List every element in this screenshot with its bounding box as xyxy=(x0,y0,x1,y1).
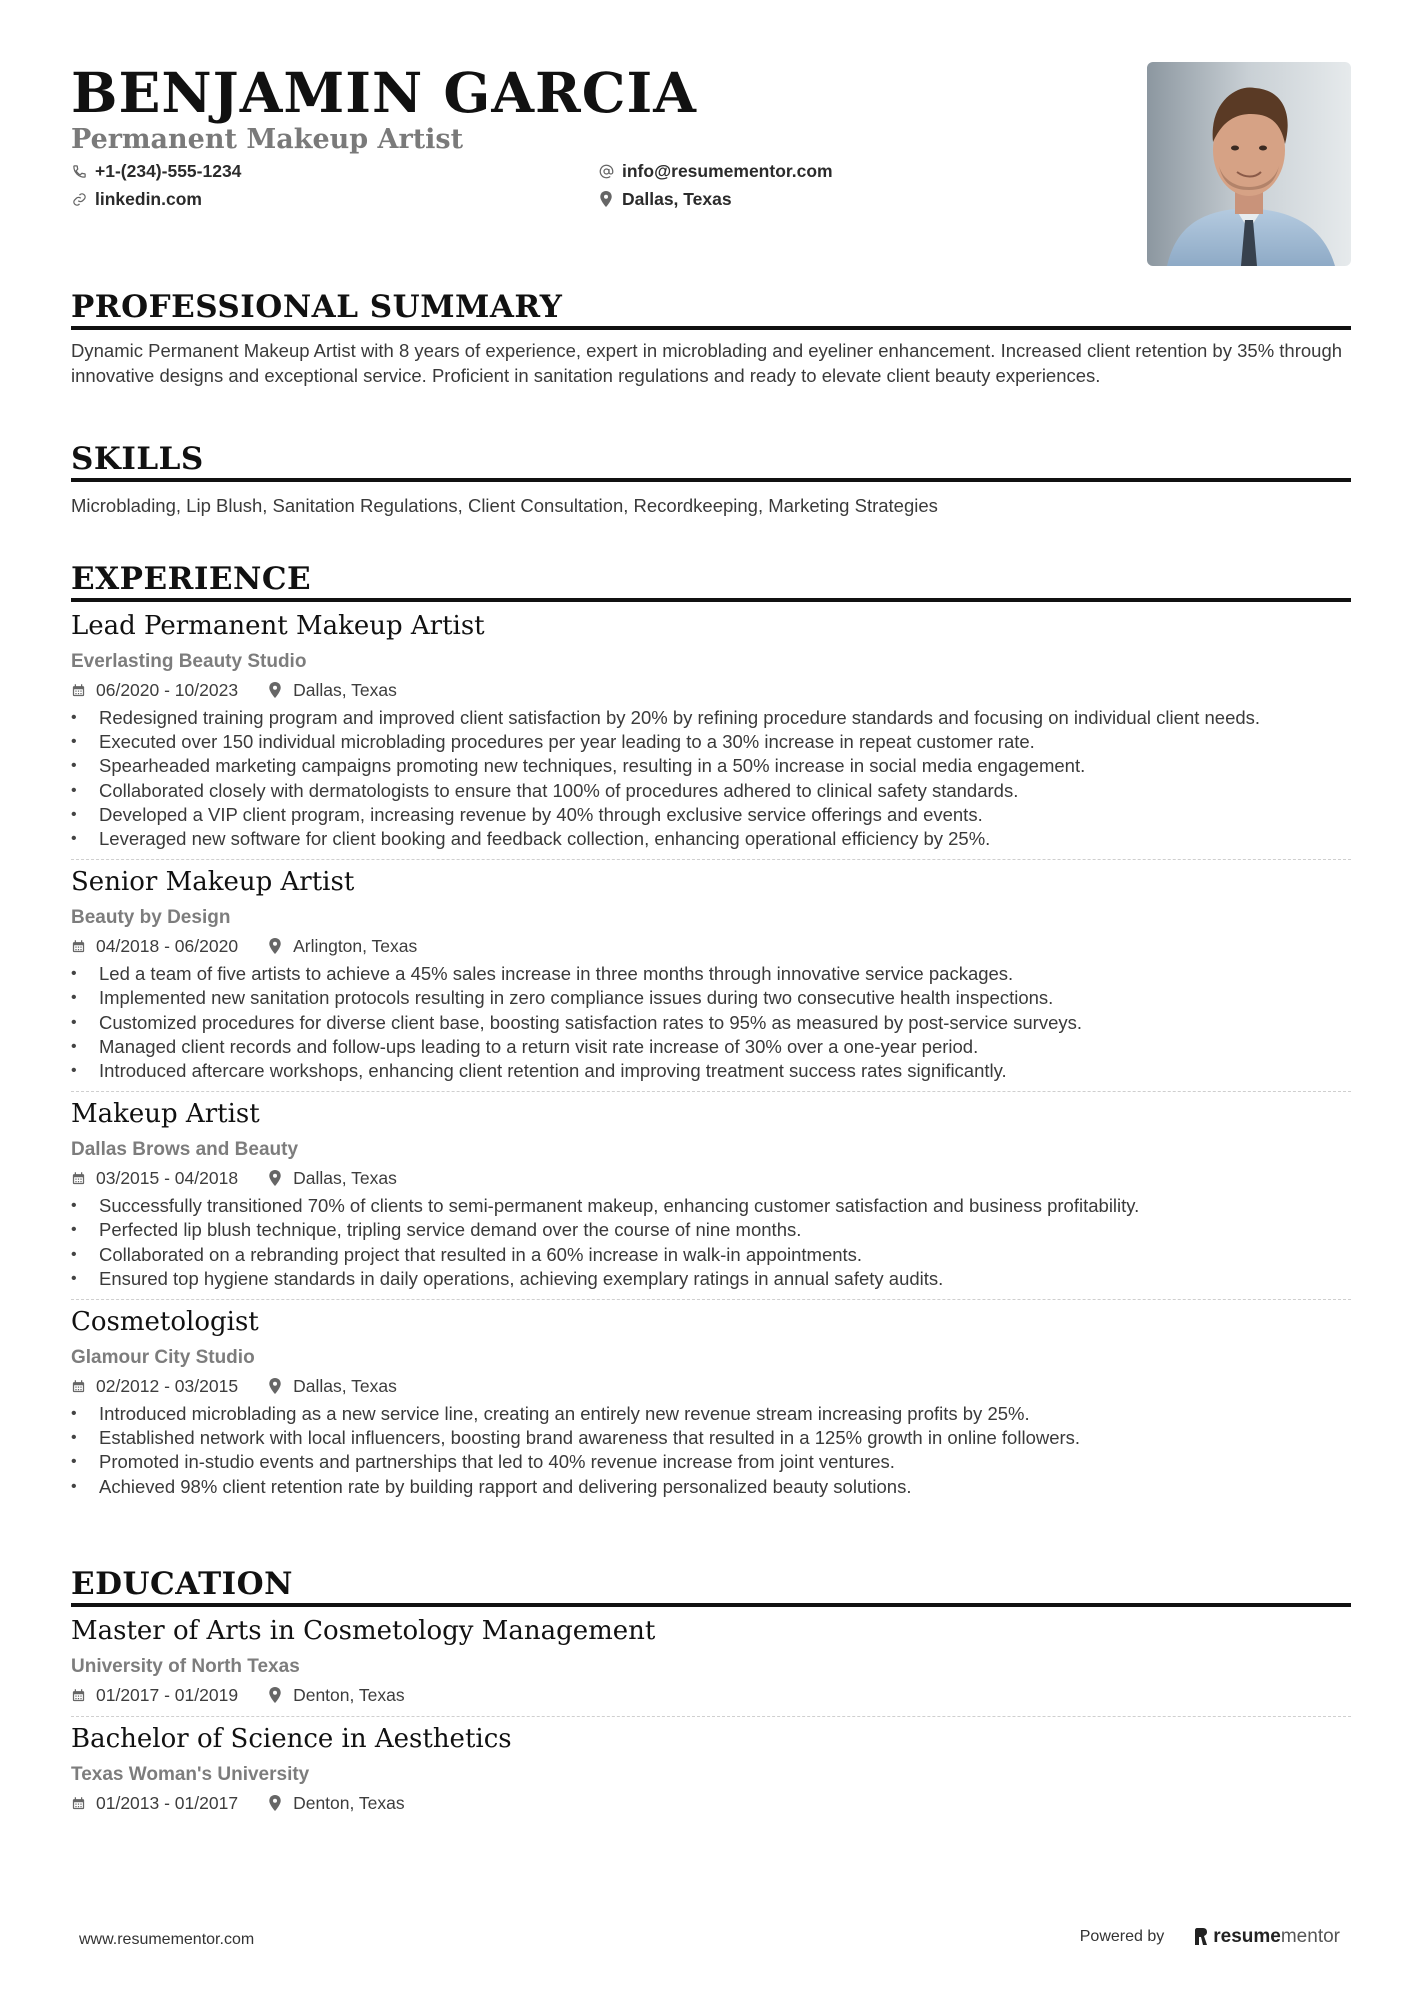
job-dates: 03/2015 - 04/2018 xyxy=(96,1168,239,1189)
bullet-item: • Perfected lip blush technique, tripling service demand over the course of nine months. xyxy=(71,1218,1351,1242)
job-dates: 04/2018 - 06/2020 xyxy=(96,936,239,957)
job-dates: 02/2012 - 03/2015 xyxy=(96,1376,239,1397)
contact-linkedin[interactable] xyxy=(71,188,598,210)
education-heading: EDUCATION xyxy=(71,1566,293,1602)
experience-entry xyxy=(71,866,1351,1083)
calendar-icon xyxy=(71,1170,87,1186)
experience-entry xyxy=(71,1098,1351,1291)
link-icon xyxy=(71,191,87,207)
education-dates: 01/2017 - 01/2019 xyxy=(96,1685,239,1705)
contact-email[interactable] xyxy=(598,160,878,182)
degree-title: Bachelor of Science in Aesthetics xyxy=(71,1724,512,1754)
experience-heading: EXPERIENCE xyxy=(71,561,312,597)
bullet-item: • Developed a VIP client program, increasing revenue by 40% through exclusive service offerings and events. xyxy=(71,803,1351,827)
education-location: Denton, Texas xyxy=(293,1685,405,1705)
job-meta xyxy=(71,1167,1351,1189)
degree-title: Master of Arts in Cosmetology Management xyxy=(71,1616,656,1646)
bullet-item: • Spearheaded marketing campaigns promoting new techniques, resulting in a 50% increase in social media engagement. xyxy=(71,754,1351,778)
skills-text: Microblading, Lip Blush, Sanitation Regulations, Client Consultation, Recordkeeping, Marketing Strategies xyxy=(71,495,938,516)
contact-phone xyxy=(71,160,598,182)
job-bullets xyxy=(71,1402,1351,1499)
bullet-item: • Managed client records and follow-ups leading to a return visit rate increase of 30% over a one-year period. xyxy=(71,1035,1351,1059)
section-divider xyxy=(71,478,1351,482)
calendar-icon xyxy=(71,1378,87,1394)
bullet-item: • Executed over 150 individual microblading procedures per year leading to a 30% increase in repeat customer rate. xyxy=(71,730,1351,754)
section-divider xyxy=(71,598,1351,602)
footer-website[interactable]: www.resumementor.com xyxy=(79,1931,255,1948)
location-pin-icon xyxy=(268,1170,284,1186)
education-section xyxy=(71,1565,1351,1814)
experience-entry xyxy=(71,610,1351,851)
job-meta xyxy=(71,935,1351,957)
brand-name-bold: resume xyxy=(1213,1926,1281,1947)
section-divider xyxy=(71,326,1351,330)
skills-heading: SKILLS xyxy=(71,441,204,477)
bullet-item: • Established network with local influencers, boosting brand awareness that resulted in a 125% growth in online followers. xyxy=(71,1426,1351,1450)
education-meta xyxy=(71,1684,1351,1706)
job-meta xyxy=(71,679,1351,701)
profile-photo xyxy=(1147,62,1351,266)
bullet-item: • Achieved 98% client retention rate by building rapport and delivering personalized beauty solutions. xyxy=(71,1475,1351,1499)
location-pin-icon xyxy=(268,1378,284,1394)
education-entry xyxy=(71,1615,1351,1706)
job-bullets xyxy=(71,706,1351,851)
skills-section xyxy=(71,440,1351,519)
calendar-icon xyxy=(71,938,87,954)
education-entry xyxy=(71,1723,1351,1814)
job-location: Dallas, Texas xyxy=(293,680,397,700)
education-dates: 01/2013 - 01/2017 xyxy=(96,1793,239,1813)
location-pin-icon xyxy=(268,1795,284,1811)
bullet-item: • Collaborated closely with dermatologists to ensure that 100% of procedures adhered to clinical safety standards. xyxy=(71,779,1351,803)
job-location: Dallas, Texas xyxy=(293,1376,397,1397)
summary-text: Dynamic Permanent Makeup Artist with 8 years of experience, expert in microblading and eyeliner enhancement. Increased client retention by 35% through innovative designs and exceptional service. Proficient in sanitation regulations and ready to elevate client beauty experiences. xyxy=(71,340,1343,386)
entry-divider xyxy=(71,1716,1351,1717)
bullet-item: • Collaborated on a rebranding project that resulted in a 60% increase in walk-in appointments. xyxy=(71,1243,1351,1267)
phone-text: +1-(234)-555-1234 xyxy=(95,160,242,181)
resume-header xyxy=(71,60,1351,270)
job-bullets xyxy=(71,962,1351,1083)
linkedin-text[interactable]: linkedin.com xyxy=(95,188,202,209)
bullet-item: • Introduced aftercare workshops, enhancing client retention and improving treatment success rates significantly. xyxy=(71,1059,1351,1083)
entry-divider xyxy=(71,1299,1351,1300)
company-name: Dallas Brows and Beauty xyxy=(71,1139,299,1161)
footer-powered xyxy=(1080,1926,1340,1948)
job-dates: 06/2020 - 10/2023 xyxy=(96,680,239,700)
entry-divider xyxy=(71,859,1351,860)
school-name: Texas Woman's University xyxy=(71,1764,310,1785)
company-name: Glamour City Studio xyxy=(71,1347,255,1369)
bullet-item: • Led a team of five artists to achieve a 45% sales increase in three months through innovative service packages. xyxy=(71,962,1351,986)
brand-logo[interactable] xyxy=(1194,1926,1340,1948)
brand-mark-icon xyxy=(1194,1928,1208,1946)
phone-icon xyxy=(71,163,87,179)
candidate-name: BENJAMIN GARCIA xyxy=(71,60,697,125)
company-name: Beauty by Design xyxy=(71,907,231,929)
job-location: Dallas, Texas xyxy=(293,1168,397,1189)
job-title: Cosmetologist xyxy=(71,1307,259,1338)
contact-location xyxy=(598,188,878,210)
job-title: Senior Makeup Artist xyxy=(71,867,355,898)
experience-entry xyxy=(71,1306,1351,1499)
powered-by-text: Powered by xyxy=(1079,1928,1165,1945)
email-text[interactable]: info@resumementor.com xyxy=(622,160,833,181)
job-location: Arlington, Texas xyxy=(293,936,418,957)
bullet-item: • Ensured top hygiene standards in daily operations, achieving exemplary ratings in annual safety audits. xyxy=(71,1267,1351,1291)
bullet-item: • Leveraged new software for client booking and feedback collection, enhancing operational efficiency by 25%. xyxy=(71,827,1351,851)
calendar-icon xyxy=(71,1795,87,1811)
section-divider xyxy=(71,1603,1351,1607)
bullet-item: • Customized procedures for diverse client base, boosting satisfaction rates to 95% as measured by post-service surveys. xyxy=(71,1011,1351,1035)
bullet-item: • Redesigned training program and improved client satisfaction by 20% by refining procedure standards and focusing on individual client needs. xyxy=(71,706,1351,730)
education-meta xyxy=(71,1792,1351,1814)
job-title: Makeup Artist xyxy=(71,1099,260,1130)
entry-divider xyxy=(71,1091,1351,1092)
location-pin-icon xyxy=(598,191,614,207)
brand-name-light: mentor xyxy=(1280,1926,1340,1947)
location-text: Dallas, Texas xyxy=(622,188,732,209)
calendar-icon xyxy=(71,682,87,698)
contact-info xyxy=(71,160,871,210)
calendar-icon xyxy=(71,1687,87,1703)
location-pin-icon xyxy=(268,938,284,954)
job-meta xyxy=(71,1375,1351,1397)
bullet-item: • Successfully transitioned 70% of clients to semi-permanent makeup, enhancing customer satisfaction and business profitability. xyxy=(71,1194,1351,1218)
company-name: Everlasting Beauty Studio xyxy=(71,651,307,672)
location-pin-icon xyxy=(268,1687,284,1703)
location-pin-icon xyxy=(268,682,284,698)
summary-heading: PROFESSIONAL SUMMARY xyxy=(71,289,563,325)
experience-section xyxy=(71,560,1351,1499)
bullet-item: • Promoted in-studio events and partnerships that led to 40% revenue increase from joint ventures. xyxy=(71,1450,1351,1474)
school-name: University of North Texas xyxy=(71,1656,300,1677)
candidate-title: Permanent Makeup Artist xyxy=(71,124,464,155)
job-bullets xyxy=(71,1194,1351,1291)
bullet-item: • Introduced microblading as a new service line, creating an entirely new revenue stream increasing profits by 25%. xyxy=(71,1402,1351,1426)
education-location: Denton, Texas xyxy=(293,1793,405,1813)
bullet-item: • Implemented new sanitation protocols resulting in zero compliance issues during two consecutive health inspections. xyxy=(71,986,1351,1010)
at-icon xyxy=(598,163,614,179)
job-title: Lead Permanent Makeup Artist xyxy=(71,611,485,641)
summary-section xyxy=(71,288,1351,388)
